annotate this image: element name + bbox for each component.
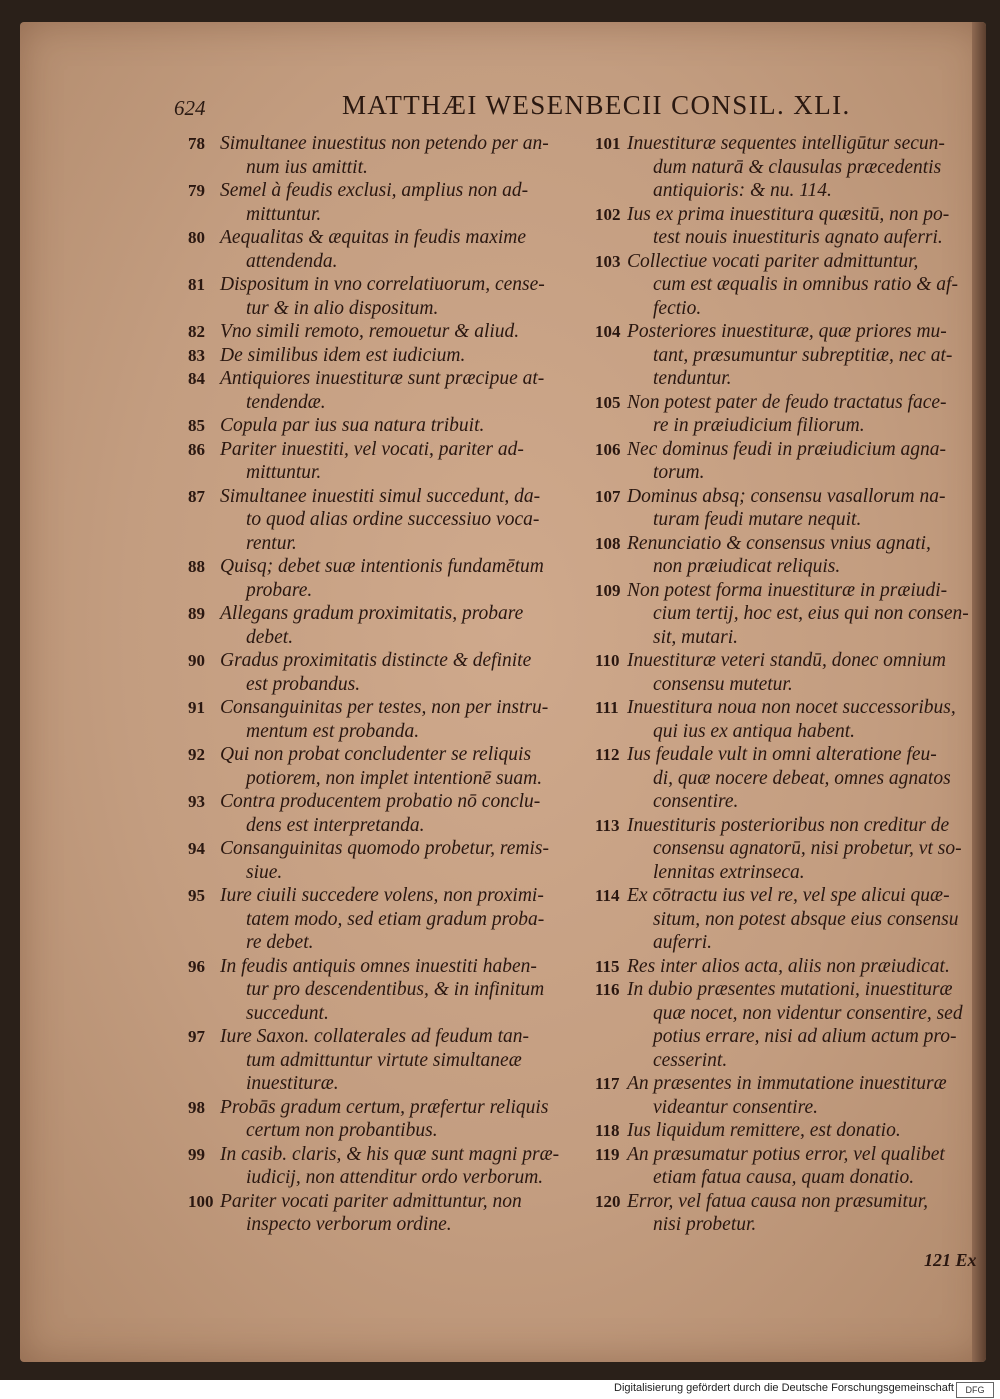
entry-number: 119 <box>595 1144 620 1164</box>
book-page <box>20 22 986 1362</box>
entry-line: sit, mutari. <box>653 626 739 648</box>
entry-line: tum admittuntur virtute simultaneæ <box>246 1049 522 1071</box>
entry-line: Dominus absq; consensu vasallorum na- <box>627 485 946 507</box>
summary-entry <box>595 649 986 696</box>
entry-number: 115 <box>595 956 620 976</box>
summary-entry <box>595 696 986 743</box>
entry-line: dens est interpretanda. <box>246 814 425 836</box>
entry-line: succedunt. <box>246 1002 329 1024</box>
entry-line: Consanguinitas per testes, non per instru- <box>220 697 549 718</box>
entry-line: quæ nocet, non videntur consentire, sed <box>653 1002 963 1024</box>
summary-entry <box>595 814 986 885</box>
entry-line: tendendæ. <box>246 391 326 413</box>
entry-number: 88 <box>188 557 205 576</box>
entry-line: Copula par ius sua natura tribuit. <box>220 415 485 436</box>
entry-text <box>188 226 598 273</box>
entry-number: 79 <box>188 181 205 200</box>
entry-line: di, quæ nocere debeat, omnes agnatos <box>653 767 951 789</box>
entry-number: 99 <box>188 1144 205 1164</box>
entry-number: 91 <box>188 698 205 717</box>
running-head: MATTHÆI WESENBECII CONSIL. XLI. <box>342 90 851 120</box>
summary-entry <box>595 132 986 203</box>
entry-number: 98 <box>188 1097 205 1117</box>
entry-text <box>188 743 598 790</box>
entry-text <box>595 1072 986 1119</box>
entry-text <box>188 1143 598 1190</box>
entry-text <box>188 602 598 649</box>
summary-entry <box>188 1025 598 1096</box>
entry-number: 108 <box>595 533 621 553</box>
summary-entry <box>595 250 986 321</box>
entry-line: Nec dominus feudi in præiudicium agna- <box>627 438 947 460</box>
entry-number: 116 <box>595 980 620 999</box>
entry-line: probare. <box>246 579 313 601</box>
entry-line: attendenda. <box>246 250 338 272</box>
summary-entry <box>595 978 986 1072</box>
entry-line: Allegans gradum proximitatis, probare <box>220 603 524 624</box>
entry-number: 103 <box>595 251 621 271</box>
entry-text <box>595 955 986 979</box>
entry-text <box>595 1119 986 1143</box>
entry-line: fectio. <box>653 297 702 319</box>
summary-entry <box>188 1190 598 1237</box>
entry-line: Ius ex prima inuestitura quæsitū, non po- <box>627 203 950 225</box>
entry-number: 107 <box>595 486 621 506</box>
entry-text <box>188 1190 598 1237</box>
entry-line: potius errare, nisi ad alium actum pro- <box>653 1026 957 1047</box>
entry-line: Inuestituræ veteri standū, donec omnium <box>627 650 946 671</box>
entry-line: Ius feudale vult in omni alteratione feu- <box>627 744 937 765</box>
entry-text <box>188 1025 598 1096</box>
entry-text <box>188 649 598 696</box>
entry-number: 106 <box>595 439 621 459</box>
summary-entry <box>188 414 598 438</box>
entry-line: Inuestituris posterioribus non creditur de <box>627 814 950 836</box>
entry-text <box>595 1190 986 1237</box>
entry-text <box>188 790 598 837</box>
entry-line: Contra producentem probatio nō conclu- <box>220 791 541 812</box>
entry-number: 110 <box>595 651 620 670</box>
entry-number: 104 <box>595 322 621 341</box>
entry-line: Quisq; debet suæ intentionis fundamētum <box>220 556 544 577</box>
summary-entry <box>595 579 986 650</box>
entry-line: Inuestitura noua non nocet successoribus, <box>627 697 956 718</box>
entry-line: Non potest forma inuestituræ in præiudi- <box>627 579 948 601</box>
summary-entry <box>188 743 598 790</box>
summary-entry <box>595 955 986 979</box>
entry-line: turam feudi mutare nequit. <box>653 509 862 530</box>
entry-line: tant, præsumuntur subreptitiæ, nec at- <box>653 344 953 366</box>
entry-line: Gradus proximitatis distincte & definite <box>220 650 532 671</box>
entry-number: 83 <box>188 345 205 365</box>
funding-credit: Digitalisierung gefördert durch die Deutsche Forschungsgemeinschaft <box>614 1382 954 1394</box>
entry-number: 120 <box>595 1191 621 1211</box>
entry-text <box>595 203 986 250</box>
entry-line: Posteriores inuestituræ, quæ priores mu- <box>627 321 947 342</box>
entry-line: Aequalitas & æquitas in feudis maxime <box>220 227 527 248</box>
entry-number: 112 <box>595 745 620 764</box>
entry-line: Ius liquidum remittere, est donatio. <box>627 1120 901 1141</box>
entry-text <box>595 579 986 650</box>
entry-line: Dispositum in vno correlatiuorum, cense- <box>220 274 545 295</box>
entry-text <box>188 955 598 1026</box>
entry-text <box>188 696 598 743</box>
entry-line: potiorem, non implet intentionē suam. <box>246 767 543 789</box>
summary-entry <box>188 790 598 837</box>
entry-line: debet. <box>246 626 294 648</box>
entry-line: Res inter alios acta, aliis non præiudicat. <box>627 955 950 977</box>
entry-line: Semel à feudis exclusi, amplius non ad- <box>220 180 529 201</box>
entry-line: inuestituræ. <box>246 1073 339 1094</box>
entry-line: non præiudicat reliquis. <box>653 556 841 577</box>
entry-line: Iure Saxon. collaterales ad feudum tan- <box>220 1026 530 1047</box>
entry-line: tenduntur. <box>653 368 732 389</box>
summary-entry <box>595 1072 986 1119</box>
left-column <box>188 132 598 1237</box>
entry-number: 85 <box>188 416 205 435</box>
summary-entry <box>188 602 598 649</box>
entry-text <box>188 273 598 320</box>
entry-line: Simultanee inuestiti simul succedunt, da- <box>220 485 541 507</box>
entry-line: mittuntur. <box>246 462 322 483</box>
entry-number: 114 <box>595 886 620 905</box>
entry-number: 109 <box>595 580 621 600</box>
entry-line: iudicij, non attenditur ordo verborum. <box>246 1167 544 1188</box>
entry-line: Non potest pater de feudo tractatus face- <box>627 391 947 413</box>
entry-text <box>188 344 598 368</box>
entry-text <box>595 532 986 579</box>
entry-line: Error, vel fatua causa non præsumitur, <box>627 1190 929 1212</box>
dfg-logo: DFG <box>956 1382 994 1398</box>
entry-text <box>188 414 598 438</box>
entry-line: Iure ciuili succedere volens, non proximi- <box>220 885 544 906</box>
entry-line: An præsumatur potius error, vel qualibet <box>627 1143 945 1165</box>
entry-line: nisi probetur. <box>653 1214 757 1235</box>
entry-line: consensu mutetur. <box>653 673 793 695</box>
summary-entry <box>595 1190 986 1237</box>
entry-text <box>595 743 986 814</box>
entry-number: 105 <box>595 392 621 412</box>
summary-entry <box>188 273 598 320</box>
summary-entry <box>188 367 598 414</box>
entry-number: 78 <box>188 134 205 153</box>
entry-line: videantur consentire. <box>653 1096 818 1118</box>
entry-number: 102 <box>595 204 621 224</box>
entry-number: 81 <box>188 275 205 294</box>
entry-number: 113 <box>595 815 620 835</box>
summary-entry <box>595 438 986 485</box>
summary-entry <box>595 532 986 579</box>
entry-number: 93 <box>188 792 205 811</box>
summary-entry <box>595 1119 986 1143</box>
summary-entry <box>595 203 986 250</box>
entry-line: num ius amittit. <box>246 156 368 178</box>
entry-line: An præsentes in immutatione inuestituræ <box>627 1073 947 1094</box>
entry-line: Antiquiores inuestituræ sunt præcipue at- <box>220 368 545 389</box>
entry-line: Renunciatio & consensus vnius agnati, <box>627 532 931 554</box>
entry-number: 80 <box>188 228 205 247</box>
entry-line: etiam fatua causa, quam donatio. <box>653 1167 915 1188</box>
summary-entry <box>595 320 986 391</box>
entry-text <box>188 884 598 955</box>
entry-text <box>188 555 598 602</box>
entry-text <box>188 179 598 226</box>
entry-line: De similibus idem est iudicium. <box>220 344 466 366</box>
entry-number: 92 <box>188 745 205 764</box>
summary-entry <box>188 226 598 273</box>
entry-line: test nouis inuestituris agnato auferri. <box>653 227 943 248</box>
summary-entry <box>188 555 598 602</box>
entry-line: In casib. claris, & his quæ sunt magni præ- <box>220 1143 560 1165</box>
entry-number: 86 <box>188 439 205 459</box>
entry-text <box>595 132 986 203</box>
entry-line: qui ius ex antiqua habent. <box>653 720 856 742</box>
summary-entry <box>188 1096 598 1143</box>
entry-number: 84 <box>188 369 205 388</box>
entry-line: mittuntur. <box>246 203 322 225</box>
entry-number: 87 <box>188 486 205 506</box>
entry-text <box>595 485 986 532</box>
entry-text <box>595 391 986 438</box>
summary-entry <box>188 179 598 226</box>
entry-text <box>595 438 986 485</box>
entry-line: antiquioris: & nu. 114. <box>653 180 832 201</box>
entry-line: cum est æqualis in omnibus ratio & af- <box>653 274 958 295</box>
entry-line: In dubio præsentes mutationi, inuestituræ <box>627 979 953 1000</box>
summary-entry <box>188 320 598 344</box>
entry-line: Collectiue vocati pariter admittuntur, <box>627 250 919 272</box>
entry-number: 95 <box>188 886 205 905</box>
entry-text <box>188 1096 598 1143</box>
entry-text <box>188 485 598 556</box>
summary-entry <box>188 837 598 884</box>
entry-line: In feudis antiquis omnes inuestiti haben- <box>220 955 537 977</box>
entry-text <box>595 696 986 743</box>
entry-number: 82 <box>188 322 205 341</box>
entry-line: to quod alias ordine successiuo voca- <box>246 509 540 530</box>
entry-line: re in præiudicium filiorum. <box>653 415 865 436</box>
entry-number: 90 <box>188 651 205 670</box>
entry-line: dum naturā & clausulas præcedentis <box>653 156 942 178</box>
entry-line: Ex cōtractu ius vel re, vel spe alicui quæ- <box>627 885 950 906</box>
entry-number: 101 <box>595 134 621 153</box>
entry-text <box>188 320 598 344</box>
entry-line: mentum est probanda. <box>246 720 420 742</box>
entry-line: certum non probantibus. <box>246 1120 438 1141</box>
entry-text <box>595 978 986 1072</box>
right-column <box>595 132 986 1237</box>
entry-line: siue. <box>246 861 283 883</box>
entry-line: torum. <box>653 462 705 483</box>
entry-line: Vno simili remoto, remouetur & aliud. <box>220 321 520 342</box>
entry-line: Pariter inuestiti, vel vocati, pariter ad- <box>220 438 524 460</box>
entry-text <box>595 814 986 885</box>
entry-line: Probās gradum certum, præfertur reliquis <box>220 1096 549 1118</box>
page-header <box>20 90 986 120</box>
entry-line: cium tertij, hoc est, eius qui non consen- <box>653 603 969 624</box>
entry-text <box>595 250 986 321</box>
summary-entry <box>595 1143 986 1190</box>
entry-line: Consanguinitas quomodo probetur, remis- <box>220 838 549 859</box>
entry-text <box>188 837 598 884</box>
entry-line: situm, non potest absque eius consensu <box>653 908 959 930</box>
entry-line: Inuestituræ sequentes intelligūtur secun- <box>627 133 945 154</box>
entry-number: 97 <box>188 1027 205 1046</box>
summary-entry <box>595 884 986 955</box>
entry-number: 100 <box>188 1191 214 1211</box>
summary-entry <box>188 884 598 955</box>
summary-entry <box>188 696 598 743</box>
entry-text <box>188 367 598 414</box>
summary-entry <box>188 955 598 1026</box>
entry-text <box>188 438 598 485</box>
entry-line: tatem modo, sed etiam gradum proba- <box>246 908 545 930</box>
entry-line: Simultanee inuestitus non petendo per an- <box>220 133 549 154</box>
summary-entry <box>595 485 986 532</box>
summary-entry <box>595 391 986 438</box>
entry-line: lennitas extrinseca. <box>653 861 805 883</box>
entry-line: auferri. <box>653 932 713 953</box>
entry-text <box>595 884 986 955</box>
entry-line: re debet. <box>246 932 314 953</box>
summary-entry <box>188 132 598 179</box>
entry-line: consensu agnatorū, nisi probetur, vt so- <box>653 838 962 859</box>
entry-line: tur pro descendentibus, & in infinitum <box>246 979 545 1000</box>
summary-entry <box>188 344 598 368</box>
entry-text <box>595 649 986 696</box>
footer-bar <box>0 1380 1000 1399</box>
entry-number: 111 <box>595 698 619 717</box>
summary-entry <box>188 485 598 556</box>
summary-entry <box>188 438 598 485</box>
entry-line: tur & in alio dispositum. <box>246 297 439 319</box>
entry-text <box>188 132 598 179</box>
entry-number: 89 <box>188 604 205 623</box>
entry-number: 94 <box>188 839 205 858</box>
entry-text <box>595 320 986 391</box>
entry-number: 118 <box>595 1121 620 1140</box>
catchword: 121 Ex <box>924 1250 977 1270</box>
entry-line: cesserint. <box>653 1049 728 1071</box>
entry-line: Qui non probat concludenter se reliquis <box>220 744 532 765</box>
entry-number: 117 <box>595 1074 620 1093</box>
entry-line: rentur. <box>246 532 297 554</box>
entry-line: inspecto verborum ordine. <box>246 1214 452 1235</box>
entry-line: est probandus. <box>246 673 361 695</box>
summary-entry <box>595 743 986 814</box>
entry-number: 96 <box>188 956 205 976</box>
summary-entry <box>188 1143 598 1190</box>
page-number: 624 <box>174 96 206 120</box>
entry-line: consentire. <box>653 791 739 812</box>
entry-line: Pariter vocati pariter admittuntur, non <box>220 1190 522 1212</box>
entry-text <box>595 1143 986 1190</box>
summary-entry <box>188 649 598 696</box>
